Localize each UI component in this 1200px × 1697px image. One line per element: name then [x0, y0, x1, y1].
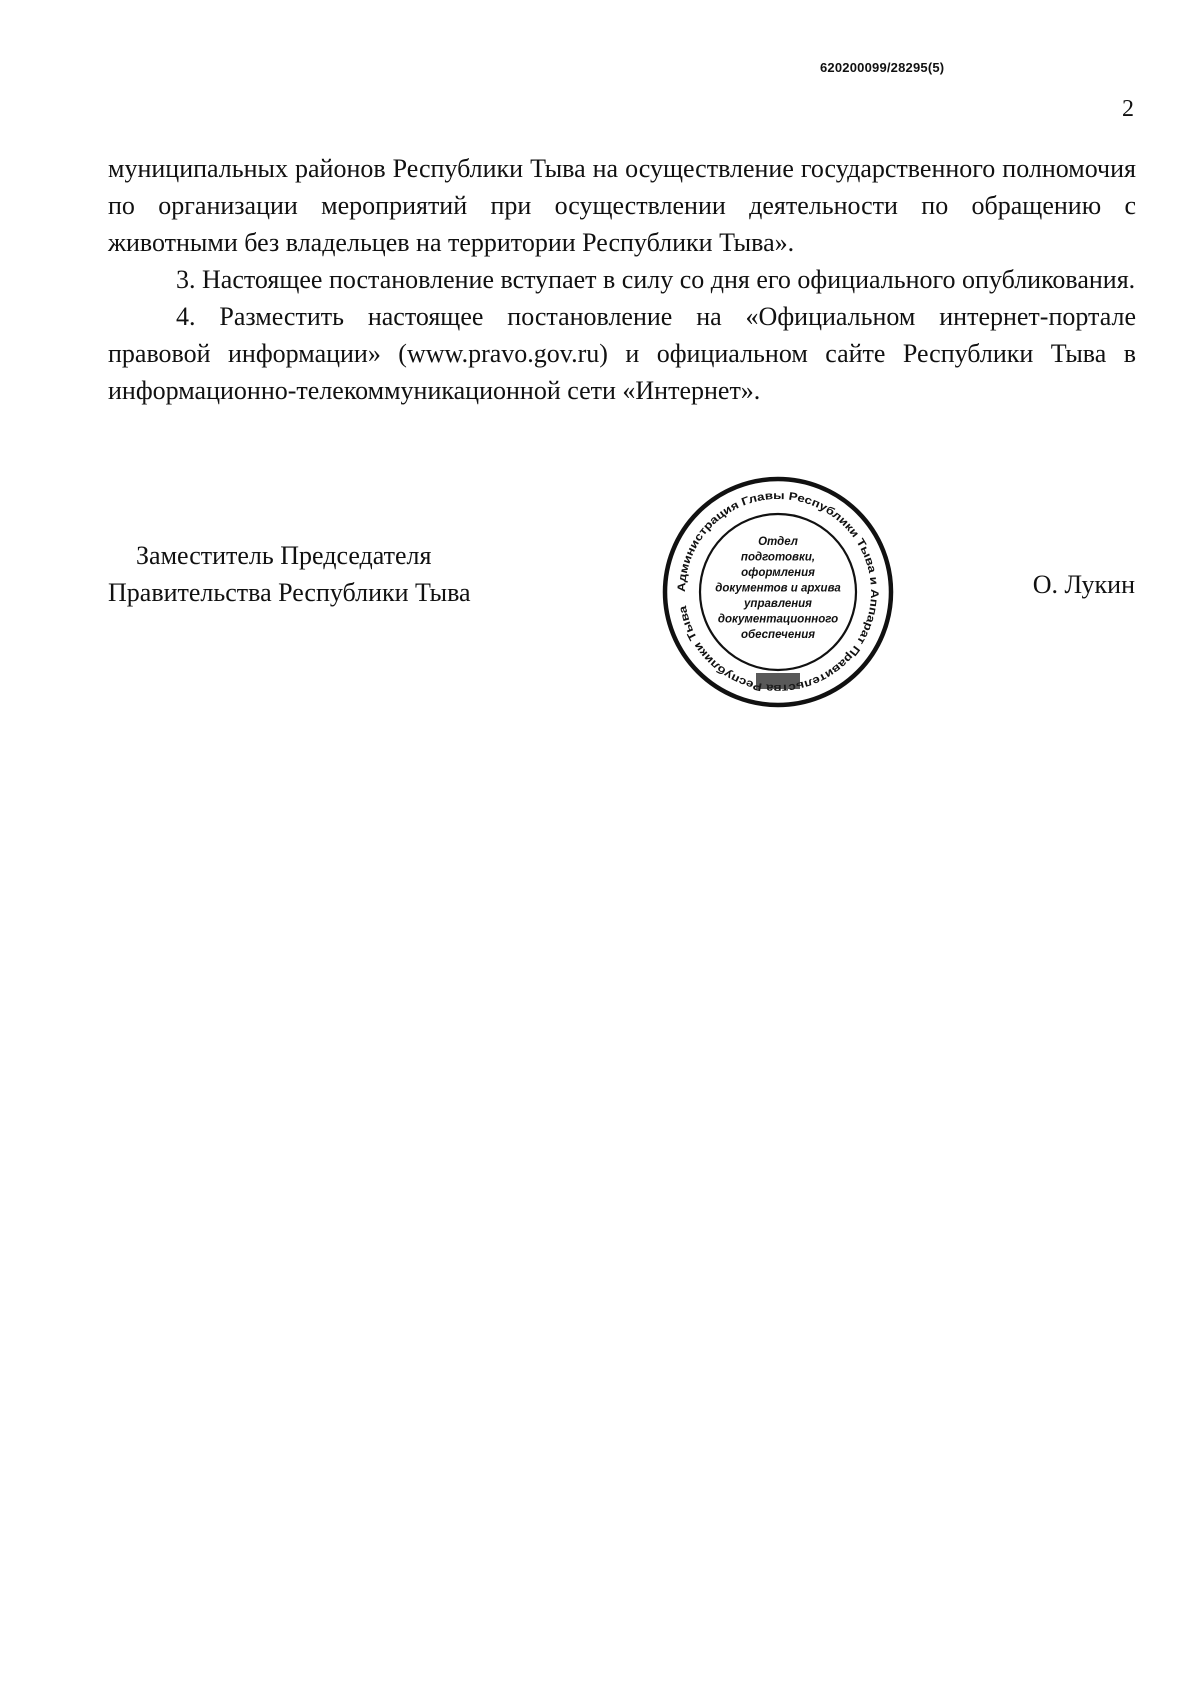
paragraph-continuation: муниципальных районов Республики Тыва на осуществление государственного полномочия по организации мероприятий при осуществлении деятельности по обращению с животными без владельцев на территории Республики Тыва».: [108, 154, 1136, 257]
signatory-position: [108, 537, 471, 611]
stamp-center-line: оформления: [741, 567, 815, 579]
stamp-center-line: Отдел: [758, 536, 798, 548]
signer-name: О. Лукин: [1032, 570, 1135, 599]
paragraph-4: 4. Разместить настоящее постановление на «Официальном интернет-портале правовой информации» (www.pravo.gov.ru) и официальном сайте Республики Тыва в информационно-телекоммуникационной сети «Интернет».: [108, 302, 1136, 405]
official-stamp: [661, 475, 895, 709]
stamp-center-line: документов и архива: [715, 582, 841, 595]
paragraph-3: 3. Настоящее постановление вступает в силу со дня его официального опубликования.: [176, 265, 1136, 294]
position-line-1: Заместитель Председателя: [136, 541, 432, 570]
document-body: [108, 150, 1136, 409]
stamp-center-line: управления: [744, 598, 812, 610]
stamp-center-text: [715, 536, 841, 641]
stamp-seal-icon: [661, 475, 895, 709]
stamp-center-line: документационного: [717, 613, 839, 626]
stamp-center-line: обеспечения: [740, 629, 816, 641]
stamp-outer-text: Администрация Главы Республики Тыва и Аппарат Правитель еспублики Тыва: [675, 489, 881, 692]
position-line-2: Правительства Республики Тыва: [108, 578, 471, 607]
document-code: 620200099/28295(5): [820, 60, 945, 75]
stamp-center-line: подготовки,: [740, 551, 816, 564]
page-number: 2: [1122, 96, 1134, 122]
